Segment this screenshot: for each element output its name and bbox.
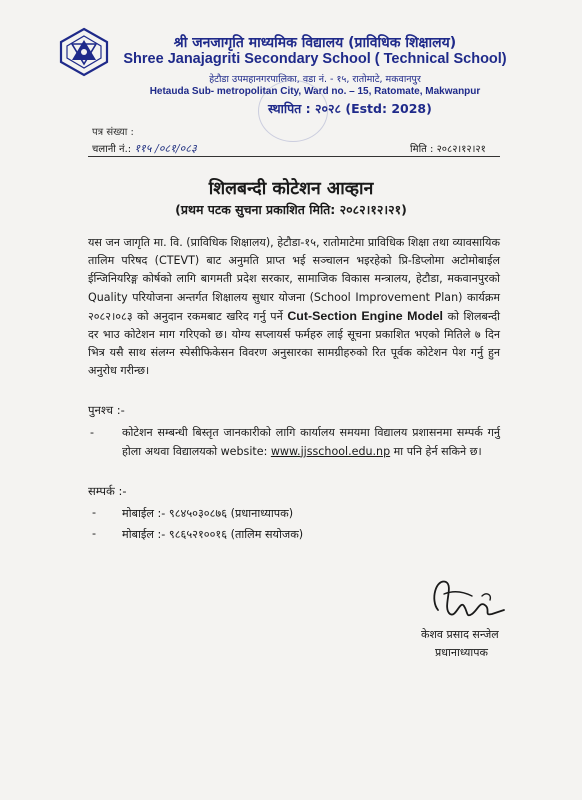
dispatch-number-label: चलानी नं.: [92, 144, 132, 155]
body-text-request: को शिलबन्दी दर भाउ कोटेशन माग गरिएको छ। योग्य सप्लायर्स फर्महरु लाई सूचना प्रकाशित भएको मितिले ७ दिन भित्र यसै साथ संलग्न स्पेसीफिकेसन विवरण अनुसारका सामग्रीहरुको रित पूर्वक कोटेशन पेश गर्नु हुन अनुरोध गरीन्छ। [88, 309, 501, 378]
address-english: Hetauda Sub- metropolitan City, Ward no. – 15, Ratomate, Makwanpur [149, 86, 481, 97]
signatory-role: प्रधानाध्यापक [435, 646, 488, 659]
postscript-note [88, 424, 500, 461]
letter-date [410, 141, 486, 155]
contact-principal-number: मोबाईल :- ९८४५०३०८७६ (प्रधानाध्यापक) [122, 507, 294, 520]
body-text-intro: यस जन जागृति मा. वि. (प्राविधिक शिक्षालय), हेटौडा-१५, रातोमाटेमा प्राविधिक शिक्षा तथा व्यावसायिक तालिम परिषद (CTEVT) बाट अनुमति प्राप्त भई सञ्चालन भइरहेको प्रि-डिप्लोमा अटोमोबाईल ईन्जिनियरिङ्ग कोर्षको लागि बागमती प्रदेश सरकार, सामाजिक विकास मन्त्रालय, हेटौडा, मकवानपुरको Quality परियोजना अन्तर्गत शिक्षालय सुधार योजना (School Improvement Plan) कार्यक्रम २०८२।०८३ को अनुदान रकमबाट खरिद गर्नु पर्ने [88, 236, 500, 323]
address-nepali: हेटौडा उपमहानगरपालिका, वडा नं. - १५, रातोमाटे, मकवानपुर [209, 74, 421, 85]
school-name-english: Shree Janajagriti Secondary School ( Technical School) [123, 51, 507, 67]
postscript-label: पुनश्च :- [88, 403, 125, 417]
website-link[interactable]: www.jjsschool.edu.np [270, 444, 391, 458]
date-value: २०८२।१२।२१ [436, 144, 486, 155]
header-divider [88, 156, 500, 157]
contact-principal [92, 506, 294, 520]
note-text: कोटेशन सम्बन्धी बिस्तृत जानकारीको लागि कार्यालय समयमा विद्यालय प्रशासनमा सम्पर्क गर्नु होला अथवा विद्यालयको website: [122, 426, 500, 458]
item-name: Cut-Section Engine Model [287, 308, 443, 323]
dispatch-number-value: ११५ /०८१/०८३ [134, 142, 197, 155]
note-text-end: मा पनि हेर्न सकिने छ। [393, 444, 482, 458]
signatory-name: केशव प्रसाद सन्जेल [421, 628, 499, 641]
notice-body [88, 234, 500, 381]
signature [420, 570, 510, 630]
school-logo [58, 26, 110, 78]
office-stamp [258, 80, 328, 142]
contact-training-coordinator [92, 527, 304, 541]
notice-title: शिलबन्दी कोटेशन आव्हान [208, 179, 374, 199]
contact-label: सम्पर्क :- [88, 484, 127, 498]
notice-subtitle: (प्रथम पटक सुचना प्रकाशित मिति: २०८२।१२।२१) [175, 202, 407, 217]
note-dash: - [90, 426, 95, 439]
established-year: स्थापित : २०२८ (Estd: 2028) [268, 101, 432, 116]
letter-number-label: पत्र संख्या : [92, 127, 134, 138]
school-name-nepali: श्री जनजागृति माध्यमिक विद्यालय (प्राविधिक शिक्षालय) [173, 35, 457, 51]
contact-dash: - [92, 527, 97, 540]
contact-coordinator-number: मोबाईल :- ९८६५२१००१६ (तालिम सयोजक) [122, 528, 304, 541]
dispatch-number [92, 141, 197, 156]
date-label: मिति : [410, 144, 434, 155]
contact-dash: - [92, 506, 97, 519]
